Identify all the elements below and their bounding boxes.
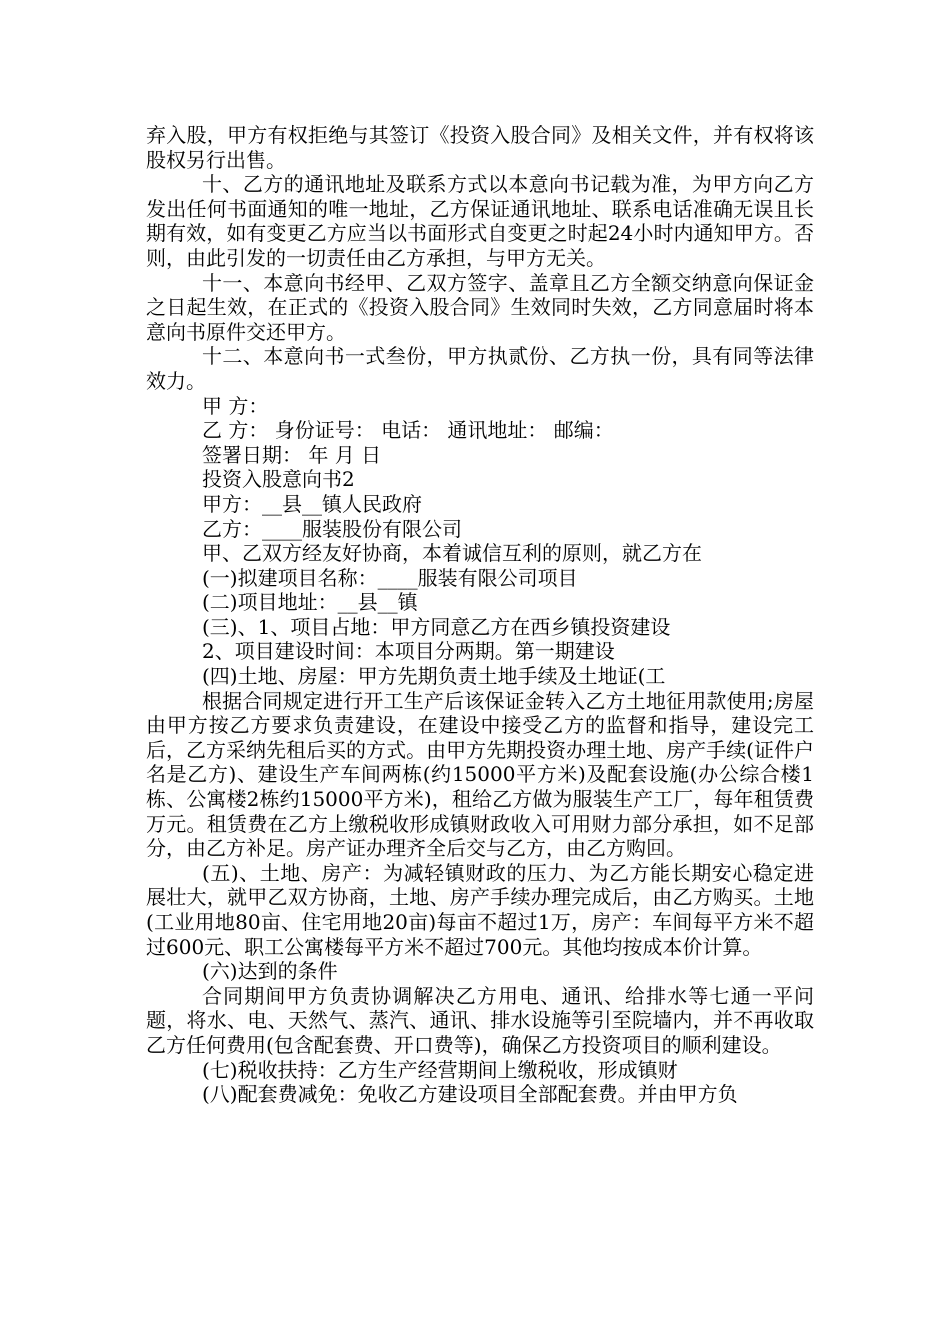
item-project-address: (二)项目地址：__县__镇 (202, 590, 418, 615)
paragraph-continuation: 弃入股，甲方有权拒绝与其签订《投资入股合同》及相关文件，并有权将该股权另行出售。 (146, 123, 814, 172)
paragraph-clause-11: 十一、本意向书经甲、乙双方签字、盖章且乙方全额交纳意向保证金之日起生效，在正式的《投资入股合同》生效同时失效，乙方同意届时将本意向书原件交还甲方。 (146, 270, 814, 344)
document-body (146, 123, 814, 1107)
item-project-land: (三)、1、项目占地：甲方同意乙方在西乡镇投资建设 (202, 614, 671, 639)
party-b-signature-line: 乙 方： 身份证号： 电话： 通讯地址： 邮编： (202, 418, 614, 443)
paragraph-clause-12: 十二、本意向书一式叁份，甲方执贰份、乙方执一份，具有同等法律效力。 (146, 344, 814, 393)
item-land-property-purchase: (五)、土地、房产：为减轻镇财政的压力、为乙方能长期安心稳定进展壮大，就甲乙双方协商，土地、房产手续办理完成后，由乙方购买。土地(工业用地80亩、住宅用地20亩)每亩不超过1万，房产：车间每平方米不超过600元、职工公寓楼每平方米不超过700元。其他均按成本价计算。 (146, 860, 814, 959)
party-a-line: 甲方：__县__镇人民政府 (202, 491, 422, 516)
item-land-buildings: (四)土地、房屋：甲方先期负责土地手续及土地证(工 (202, 664, 666, 689)
item-fee-waiver: (八)配套费减免：免收乙方建设项目全部配套费。并由甲方负 (202, 1082, 738, 1107)
item-conditions: (六)达到的条件 (202, 959, 338, 984)
signing-date-line: 签署日期： 年 月 日 (202, 442, 382, 467)
item-tax-support: (七)税收扶持：乙方生产经营期间上缴税收，形成镇财 (202, 1057, 678, 1082)
preamble-paragraph: 甲、乙双方经友好协商，本着诚信互利的原则，就乙方在 (202, 541, 702, 566)
party-a-signature-line: 甲 方： (202, 393, 269, 418)
party-b-line: 乙方：____服装股份有限公司 (202, 516, 462, 541)
paragraph-clause-10: 十、乙方的通讯地址及联系方式以本意向书记载为准，为甲方向乙方发出任何书面通知的唯一地址，乙方保证通讯地址、联系电话准确无误且长期有效，如有变更乙方应当以书面形式自变更之时起24小时内通知甲方。否则，由此引发的一切责任由乙方承担，与甲方无关。 (146, 172, 814, 270)
item-project-name: (一)拟建项目名称：____服装有限公司项目 (202, 565, 578, 590)
item-construction-time: 2、项目建设时间：本项目分两期。第一期建设 (202, 639, 615, 664)
paragraph-conditions-detail: 合同期间甲方负责协调解决乙方用电、通讯、给排水等七通一平问题，将水、电、天然气、蒸汽、通讯、排水设施等引至院墙内，并不再收取乙方任何费用(包含配套费、开口费等)，确保乙方投资项目的顺利建设。 (146, 983, 814, 1057)
document-2-title: 投资入股意向书2 (202, 467, 355, 492)
paragraph-land-buildings-detail: 根据合同规定进行开工生产后该保证金转入乙方土地征用款使用;房屋由甲方按乙方要求负责建设，在建设中接受乙方的监督和指导，建设完工后，乙方采纳先租后买的方式。由甲方先期投资办理土地、房产手续(证件户名是乙方)、建设生产车间两栋(约15000平方米)及配套设施(办公综合楼1栋、公寓楼2栋约15000平方米)，租给乙方做为服装生产工厂，每年租赁费万元。租赁费在乙方上缴税收形成镇财政收入可用财力部分承担，如不足部分，由乙方补足。房产证办理齐全后交与乙方，由乙方购回。 (146, 688, 814, 861)
